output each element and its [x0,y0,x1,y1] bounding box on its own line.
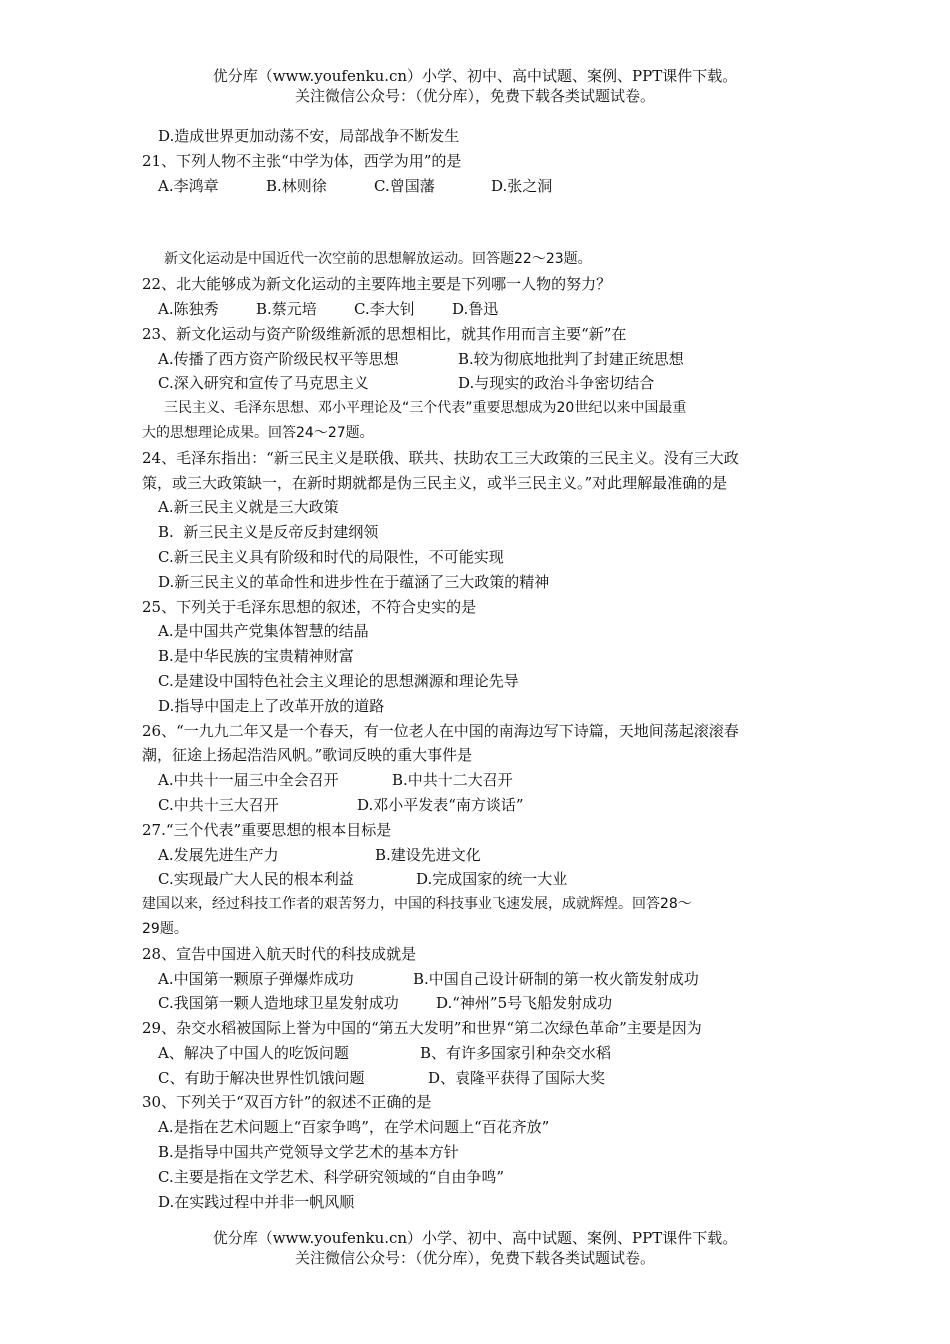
option-b: B.中共十二大召开 [392,771,513,790]
option-d: D.指导中国走上了改革开放的道路 [158,696,385,715]
intro-line: 建国以来，经过科技工作者的艰苦努力，中国的科技事业飞速发展，成就辉煌。回答28～ [142,896,692,913]
passage-intro [142,892,822,942]
passage-intro: 新文化运动是中国近代一次空前的思想解放运动。回答题22～23题。 [164,251,592,268]
option-a: A.发展先进生产力 [158,845,279,864]
question-25 [142,595,822,719]
option-c: C.是建设中国特色社会主义理论的思想渊源和理论先导 [158,671,519,690]
spacer [142,198,822,247]
option-a: A.陈独秀 [158,299,219,318]
question-stem: 22、北大能够成为新文化运动的主要阵地主要是下列哪一人物的努力？ [142,275,612,294]
exam-content [142,124,822,1214]
option-d: D、袁隆平获得了国际大奖 [428,1068,606,1087]
option-b: B.建设先进文化 [375,845,481,864]
option-row [142,1041,822,1066]
option-c: C.主要是指在文学艺术、科学研究领域的“自由争鸣” [158,1167,505,1186]
question-29 [142,1016,822,1090]
page-header [0,66,950,106]
option-c: C.实现最广大人民的根本利益 [158,870,354,889]
option-b: B.中国自己设计研制的第一枚火箭发射成功 [413,969,699,988]
option-row [142,768,822,793]
option-a: A.中国第一颗原子弹爆炸成功 [158,969,354,988]
question-stem: 24、毛泽东指出：“新三民主义是联俄、联共、扶助农工三大政策的三民主义。没有三大政 [142,448,739,467]
option-a: A.传播了西方资产阶级民权平等思想 [158,349,399,368]
question-stem: 25、下列关于毛泽东思想的叙述，不符合史实的是 [142,597,477,616]
footer-line-2: 关注微信公众号：（优分库），免费下载各类试题试卷。 [294,1249,655,1267]
option-d: D.完成国家的统一大业 [416,870,568,889]
question-stem: 28、宣告中国进入航天时代的科技成就是 [142,944,417,963]
header-line-1: 优分库（www.youfenku.cn）小学、初中、高中试题、案例、PPT课件下载。 [212,67,738,85]
question-22 [142,272,822,322]
option-d: D.新三民主义的革命性和进步性在于蕴涵了三大政策的精神 [158,572,550,591]
page-footer [0,1228,950,1268]
question-stem: 26、“一九九二年又是一个春天，有一位老人在中国的南海边写下诗篇，天地间荡起滚滚春 [142,721,739,740]
option-row [142,967,822,992]
option-d: D.“神州”5号飞船发射成功 [436,994,613,1013]
question-23 [142,322,822,396]
option-d: D.邓小平发表“南方谈话” [357,795,524,814]
option-c: C.李大钊 [354,299,415,318]
option-b: B.是指导中国共产党领导文学艺术的基本方针 [158,1143,459,1162]
intro-line: 三民主义、毛泽东思想、邓小平理论及“三个代表”重要思想成为20世纪以来中国最重 [164,400,687,417]
option-row [142,843,822,868]
option-d: D.鲁迅 [452,299,499,318]
option-b: B.是中华民族的宝贵精神财富 [158,647,354,666]
question-21 [142,149,822,199]
option-b: B.蔡元培 [256,299,317,318]
footer-line-1: 优分库（www.youfenku.cn）小学、初中、高中试题、案例、PPT课件下载。 [212,1229,738,1247]
option-d: D.张之洞 [491,176,553,195]
option-c: C.中共十三大召开 [158,795,279,814]
question-stem: 23、新文化运动与资产阶级维新派的思想相比，就其作用而言主要“新”在 [142,324,627,343]
header-line-2: 关注微信公众号：（优分库），免费下载各类试题试卷。 [294,87,655,105]
option-a: A.中共十一届三中全会召开 [158,771,339,790]
option-b: B.林则徐 [266,176,327,195]
option-row [142,347,822,372]
option-row [142,1066,822,1091]
option-d: D.与现实的政治斗争密切结合 [458,374,655,393]
option-a: A、解决了中国人的吃饭问题 [158,1043,349,1062]
option-b: B. 新三民主义是反帝反封建纲领 [158,523,379,542]
question-28 [142,942,822,1016]
option-d: D.在实践过程中并非一帆风顺 [158,1192,355,1211]
option-a: A.新三民主义就是三大政策 [158,498,339,517]
option-c: C、有助于解决世界性饥饿问题 [158,1068,365,1087]
question-stem: 策，或三大政策缺一，在新时期就都是伪三民主义，或半三民主义。”对此理解最准确的是 [142,473,728,492]
prev-option-d: D.造成世界更加动荡不安，局部战争不断发生 [158,127,460,145]
option-row [142,174,822,199]
option-row [142,371,822,396]
option-c: C.曾国藩 [374,176,435,195]
question-24 [142,446,822,595]
intro-line: 29题。 [142,920,188,937]
option-c: C.新三民主义具有阶级和时代的局限性，不可能实现 [158,547,504,566]
option-c: C.我国第一颗人造地球卫星发射成功 [158,994,399,1013]
option-row [142,991,822,1016]
option-a: A.李鸿章 [158,176,219,195]
passage-intro [142,396,822,446]
question-30 [142,1090,822,1214]
option-row [142,297,822,322]
intro-line: 大的思想理论成果。回答24～27题。 [142,424,374,441]
option-b: B、有许多国家引种杂交水稻 [420,1043,612,1062]
question-26 [142,719,822,818]
option-row [142,793,822,818]
question-stem: 21、下列人物不主张“中学为体，西学为用”的是 [142,151,462,170]
option-a: A.是指在艺术问题上“百家争鸣”，在学术问题上“百花齐放” [158,1118,550,1137]
option-a: A.是中国共产党集体智慧的结晶 [158,622,369,641]
question-stem: 潮，征途上扬起浩浩风帆。”歌词反映的重大事件是 [142,746,473,765]
question-27 [142,818,822,892]
option-b: B.较为彻底地批判了封建正统思想 [458,349,684,368]
option-row [142,867,822,892]
question-stem: 30、下列关于“双百方针”的叙述不正确的是 [142,1093,432,1112]
question-stem: 29、杂交水稻被国际上誉为中国的“第五大发明”和世界“第二次绿色革命”主要是因为 [142,1019,702,1038]
option-c: C.深入研究和宣传了马克思主义 [158,374,369,393]
question-stem: 27.“三个代表”重要思想的根本目标是 [142,820,392,839]
